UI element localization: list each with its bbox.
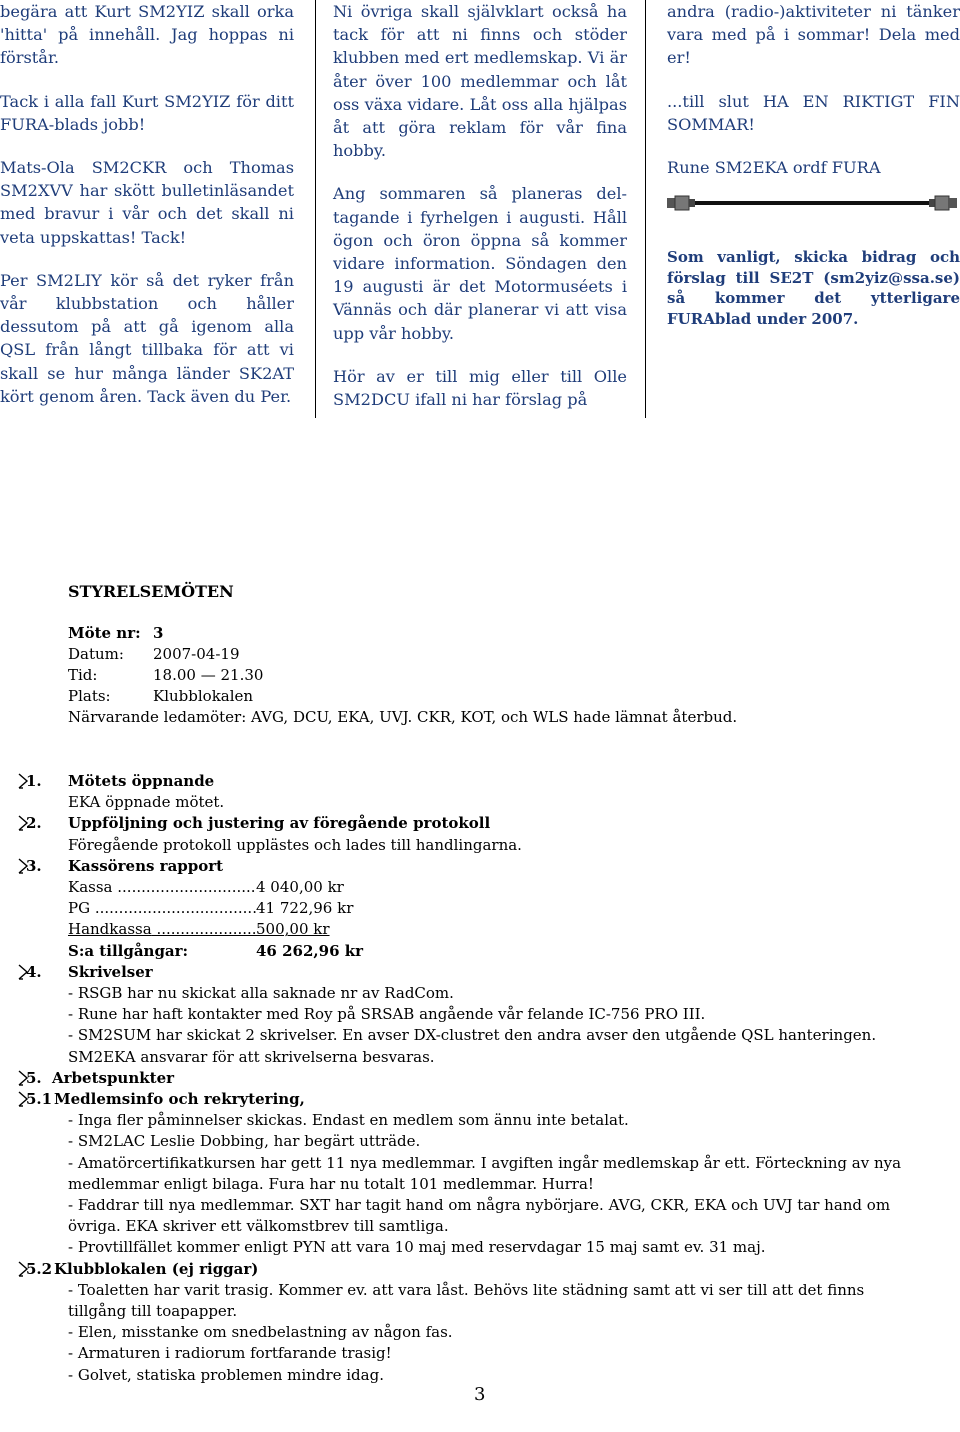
agenda-item [0, 1089, 960, 1110]
section-heading: STYRELSEMÖTEN [68, 582, 234, 601]
cash-row-pg [68, 898, 920, 919]
cash-report [0, 877, 960, 962]
column-divider [645, 0, 646, 418]
attendance: Närvarande ledamöter: AVG, DCU, EKA, UVJ. CKR, KOT, och WLS hade lämnat återbud. [68, 708, 738, 726]
agenda-item [0, 771, 960, 792]
cash-label: Kassa ..... [68, 877, 256, 898]
meeting-number: 3 [153, 624, 164, 642]
agenda-item [0, 856, 960, 877]
agenda-title: Kassörens rapport [68, 856, 224, 875]
agenda-line: Föregående protokoll upplästes och lades till handlingarna. [68, 835, 522, 854]
agenda-item [0, 962, 960, 983]
agenda-line: EKA öppnade mötet. [68, 793, 225, 812]
column-right [667, 0, 960, 349]
agenda-line: - Elen, misstanke om snedbelastning av någon fas. [68, 1323, 453, 1342]
meeting-date: 2007-04-19 [153, 645, 240, 663]
paragraph: Ang sommaren så planeras del-tagande i fyrhelgen i augusti. Håll ögon och öron öppna så kommer vidare information. Söndagen den 19 augusti är det Motormuséets i Vännäs och där planerar vi att visa upp vår hobby. [333, 184, 627, 343]
cash-row-kassa [68, 877, 920, 898]
agenda-number: 3. [26, 856, 42, 875]
date-label: Datum: [68, 645, 124, 663]
agenda-line: - SM2SUM har skickat 2 skrivelser. En avser DX-clustret den andra avser den utgående QSL hanteringen. SM2EKA ansvarar för att skrivelserna besvaras. [68, 1026, 877, 1066]
paragraph: Tack i alla fall Kurt SM2YIZ för ditt FURA-blads jobb! [0, 91, 294, 134]
agenda-item [0, 813, 960, 834]
paragraph: Ni övriga skall självklart också ha tack för att ni finns och stöder klubben med ert medlemskap. Vi är åter över 100 medlemmar och låt oss växa vidare. Låt oss alla hjälpas åt att göra reklam för vår fina hobby. [333, 2, 627, 161]
agenda-line: - Rune har haft kontakter med Roy på SRSAB angående vår felande IC-756 PRO III. [68, 1005, 706, 1024]
agenda-line: - Amatörcertifikatkursen har gett 11 nya medlemmar. I avgiften ingår medlemskap år ett. Förteckning av nya medlemmar enligt bilaga. Fura har nu totalt 101 medlemmar. Hurra! [68, 1153, 902, 1193]
cash-row-handkassa [68, 919, 348, 940]
agenda-number: 4. [26, 962, 42, 981]
column-middle [333, 0, 627, 431]
cash-label: PG ..... [68, 898, 256, 919]
agenda-list [0, 771, 960, 1386]
agenda-line: - Armaturen i radiorum fortfarande trasig! [68, 1344, 392, 1363]
agenda-title: Skrivelser [68, 962, 153, 981]
agenda-number: 5.2 [26, 1259, 53, 1278]
cash-value: 4 040,00 kr [256, 878, 344, 897]
page-number: 3 [474, 1384, 486, 1405]
meeting-details [68, 623, 948, 728]
coax-cable-icon [667, 193, 960, 213]
agenda-line: - RSGB har nu skickat alla saknade nr av RadCom. [68, 984, 454, 1003]
agenda-number: 5.1 [26, 1090, 53, 1109]
agenda-line: - Toaletten har varit trasig. Kommer ev. att vara låst. Behövs lite städning samt att vi ser till att det finns tillgång till toapapper. [68, 1280, 865, 1321]
agenda-title: Arbetspunkter [52, 1068, 175, 1087]
paragraph: begära att Kurt SM2YIZ skall orka 'hitta' på innehåll. Jag hoppas ni förstår. [0, 2, 294, 68]
agenda-line: - Faddrar till nya medlemmar. SXT har tagit hand om några nybörjare. AVG, CKR, EKA och UVJ tar hand om övriga. EKA skriver ett välkomstbrev till samtliga. [68, 1196, 891, 1236]
cash-value: 46 262,96 kr [256, 941, 364, 960]
agenda-title: Mötets öppnande [68, 772, 215, 790]
agenda-line: - SM2LAC Leslie Dobbing, har begärt utträde. [68, 1132, 421, 1151]
signature-line: Rune SM2EKA ordf FURA [667, 158, 881, 178]
meeting-number-label: Möte nr: [68, 624, 141, 642]
agenda-number: 1. [26, 772, 42, 790]
agenda-line: - Inga fler påminnelser skickas. Endast en medlem som ännu inte betalat. [68, 1111, 629, 1130]
paragraph: Hör av er till mig eller till Olle SM2DCU ifall ni har förslag på [333, 366, 627, 410]
agenda-title: Klubblokalen (ej riggar) [54, 1259, 259, 1278]
submission-notice: Som vanligt, skicka bidrag och förslag till SE2T (sm2yiz@ssa.se) så kommer det ytterligare FURAblad under 2007. [667, 248, 960, 328]
paragraph: Mats-Ola SM2CKR och Thomas SM2XVV har skött bulletinläsandet med bravur i vår och det skall ni veta uppskattas! Tack! [0, 158, 294, 247]
time-label: Tid: [68, 666, 98, 684]
agenda-item [0, 1259, 960, 1280]
paragraph: ...till slut HA EN RIKTIGT FIN SOMMAR! [667, 91, 960, 134]
agenda-title: Medlemsinfo och rekrytering, [54, 1090, 305, 1109]
agenda-line: - Golvet, statiska problemen mindre idag. [68, 1365, 384, 1384]
meeting-place: Klubblokalen [153, 687, 254, 705]
column-divider [315, 0, 316, 418]
agenda-number: 5. [26, 1068, 42, 1087]
cash-label: Handkassa ..... [68, 919, 256, 940]
column-left [0, 0, 294, 428]
agenda-number: 2. [26, 814, 42, 833]
agenda-line: - Provtillfället kommer enligt PYN att vara 10 maj med reservdagar 15 maj samt ev. 31 maj. [68, 1238, 766, 1257]
paragraph: andra (radio-)aktiviteter ni tänker vara med på i sommar! Dela med er! [667, 2, 960, 68]
meeting-time: 18.00 — 21.30 [153, 666, 264, 684]
place-label: Plats: [68, 687, 111, 705]
cash-label: S:a tillgångar: [68, 941, 189, 960]
cash-row-total [68, 941, 920, 962]
cash-value: 41 722,96 kr [256, 899, 354, 918]
cash-value: 500,00 kr [256, 920, 330, 939]
agenda-item [0, 1068, 960, 1089]
paragraph: Per SM2LIY kör så det ryker från vår klubbstation och håller dessutom på att gå igenom alla QSL från långt tillbaka för att vi skall se hur många länder SK2AT kört genom åren. Tack även du Per. [0, 270, 294, 406]
agenda-title: Uppföljning och justering av föregående protokoll [68, 814, 491, 833]
